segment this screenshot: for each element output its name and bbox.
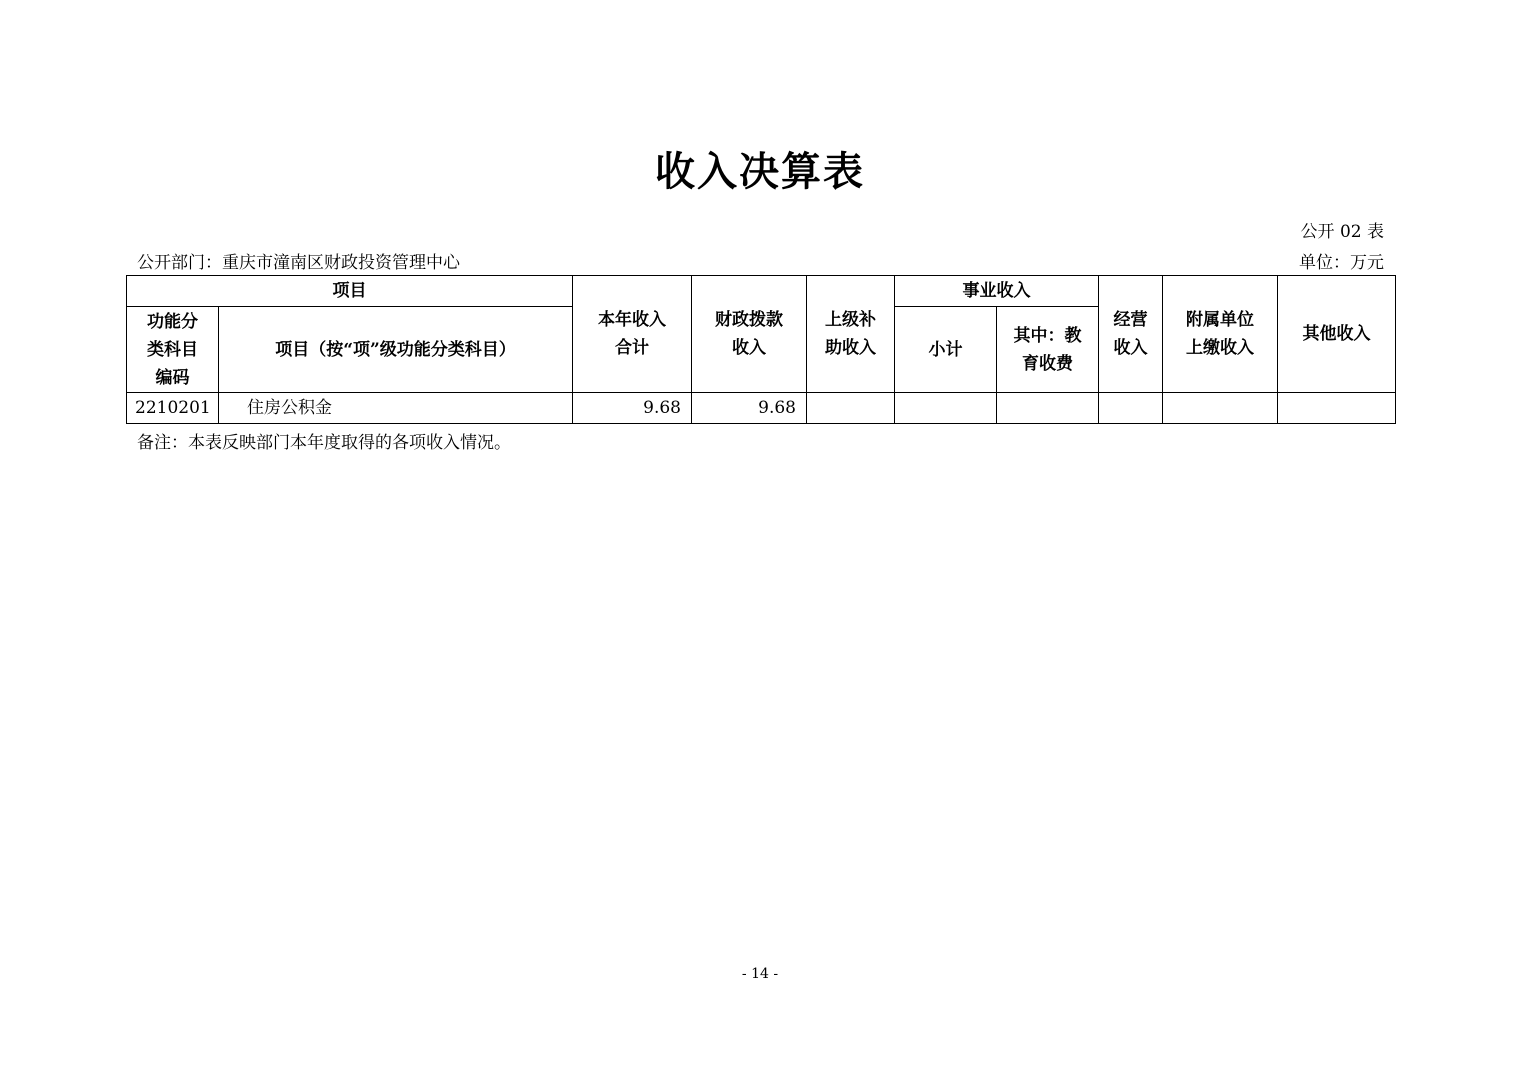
cell-superior (807, 393, 895, 424)
table-row (127, 393, 1396, 424)
header-affiliated: 附属单位上缴收入 (1163, 276, 1278, 393)
header-business: 事业收入 (895, 276, 1099, 307)
page-title: 收入决算表 (655, 148, 865, 195)
cell-name: 住房公积金 (219, 393, 573, 424)
cell-affiliated (1163, 393, 1278, 424)
cell-total: 9.68 (573, 393, 692, 424)
header-project-name: 项目（按“项”级功能分类科目） (219, 307, 573, 393)
header-superior: 上级补助收入 (807, 276, 895, 393)
unit-label: 单位：万元 (1299, 253, 1384, 273)
cell-other (1278, 393, 1396, 424)
header-subtotal: 小计 (895, 307, 997, 393)
cell-code: 2210201 (127, 393, 219, 424)
income-table (126, 275, 1396, 424)
header-education: 其中：教育收费 (997, 307, 1099, 393)
cell-subtotal (895, 393, 997, 424)
cell-education (997, 393, 1099, 424)
cell-operating (1099, 393, 1163, 424)
header-other: 其他收入 (1278, 276, 1396, 393)
table-note: 备注：本表反映部门本年度取得的各项收入情况。 (137, 433, 511, 453)
page-number: - 14 - (741, 966, 779, 982)
header-project: 项目 (127, 276, 573, 307)
header-total: 本年收入合计 (573, 276, 692, 393)
department-label: 公开部门：重庆市潼南区财政投资管理中心 (137, 253, 460, 273)
header-operating: 经营收入 (1099, 276, 1163, 393)
header-code: 功能分类科目编码 (127, 307, 219, 393)
header-fiscal: 财政拨款收入 (692, 276, 807, 393)
form-number: 公开 02 表 (1300, 222, 1384, 242)
cell-fiscal: 9.68 (692, 393, 807, 424)
